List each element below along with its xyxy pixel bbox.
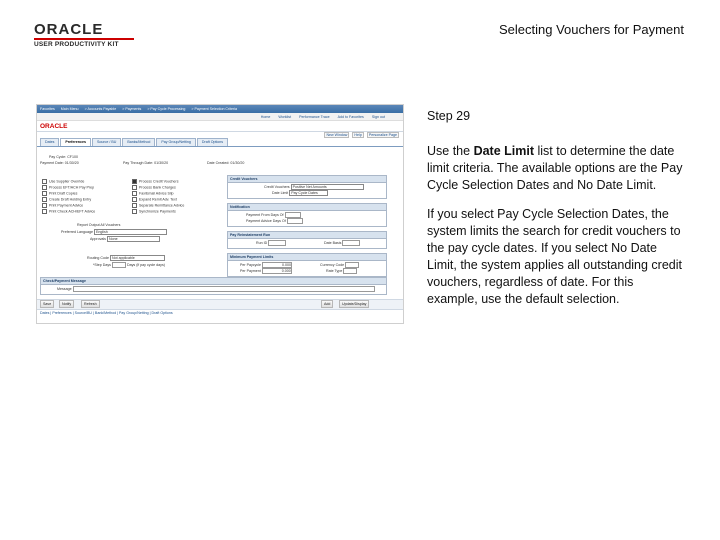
check-message-field[interactable] bbox=[73, 286, 375, 292]
option-label: Print Payment Advice bbox=[49, 203, 84, 208]
opt-left-5[interactable] bbox=[42, 209, 95, 214]
notif-days-label: Payment Advice Days Of bbox=[246, 218, 286, 223]
nav-item[interactable]: > Accounts Payable bbox=[84, 107, 117, 111]
step-label: *Step Days bbox=[93, 262, 111, 267]
document-title: Selecting Vouchers for Payment bbox=[499, 22, 684, 37]
new-window-link[interactable]: New Window bbox=[326, 133, 348, 137]
routing-select[interactable]: Not applicable bbox=[110, 255, 165, 261]
opt-mid-5[interactable] bbox=[132, 209, 176, 214]
check-message-header: Check/Payment Message bbox=[41, 278, 386, 285]
refresh-button[interactable]: Refresh bbox=[81, 300, 100, 308]
report-output-label: Report Output bbox=[77, 223, 100, 227]
option-label: Expand Remit Adv. Text bbox=[139, 197, 177, 202]
approval-row bbox=[90, 236, 160, 242]
step-note: (if pay cycle days) bbox=[136, 262, 165, 267]
pay-through-value: 01/30/20 bbox=[154, 161, 169, 165]
step-number: Step 29 bbox=[427, 109, 471, 123]
reissue-date-row bbox=[324, 240, 360, 246]
report-output-row bbox=[77, 223, 120, 227]
check-message-row bbox=[57, 286, 375, 292]
checkbox[interactable] bbox=[132, 191, 137, 196]
step-field[interactable] bbox=[112, 262, 126, 268]
tab-dates[interactable]: Dates bbox=[40, 138, 59, 146]
date-limit-row bbox=[272, 190, 328, 196]
credit-positive-select[interactable]: Positive Net Amounts bbox=[291, 184, 364, 190]
oracle-upk-logo bbox=[34, 22, 119, 49]
app-nav-bar bbox=[37, 105, 403, 113]
option-label: Print Draft Copies bbox=[49, 191, 78, 196]
date-limit-select[interactable]: Pay Cycle Dates bbox=[289, 190, 328, 196]
tab-banks-method[interactable]: Banks/Method bbox=[122, 138, 155, 146]
credit-positive-label: Credit Vouchers bbox=[264, 184, 290, 189]
option-label: Synchronize Payments bbox=[139, 209, 176, 214]
min-rate-row bbox=[326, 268, 357, 274]
notif-from-label: Payment From Days Of bbox=[246, 212, 284, 217]
pay-cycle-row bbox=[49, 155, 78, 159]
util-link[interactable]: Home bbox=[260, 114, 271, 119]
page-tabs bbox=[37, 138, 403, 147]
instruction-panel bbox=[427, 108, 683, 320]
checkbox[interactable] bbox=[42, 179, 47, 184]
min-per-label: Per Payment bbox=[240, 268, 261, 273]
approval-select[interactable]: None bbox=[107, 236, 160, 242]
option-label: Process EFT/ACH Pay Prep bbox=[49, 185, 95, 190]
instr-p1-before: Use the bbox=[427, 144, 474, 158]
checkbox[interactable] bbox=[42, 185, 47, 190]
nav-item[interactable]: Favorites bbox=[40, 107, 55, 111]
reissue-header: Pay Reinstatement Run bbox=[228, 232, 386, 239]
option-label: Create Draft Holding Entry bbox=[49, 197, 92, 202]
upk-product: USER PRODUCTIVITY KIT bbox=[34, 41, 119, 48]
instr-p1-after: list to determine the date limit criteria. The available options are the Pay Cycle Selection Dates and No Date Limit. bbox=[427, 144, 683, 192]
tab-draft-options[interactable]: Draft Options bbox=[197, 138, 228, 146]
option-label: Use Supplier Override bbox=[49, 179, 85, 184]
update-display-button[interactable]: Update/Display bbox=[339, 300, 369, 308]
notif-days-field[interactable] bbox=[287, 218, 303, 224]
checkbox[interactable] bbox=[42, 197, 47, 202]
notify-button[interactable]: Notify bbox=[59, 300, 74, 308]
min-pay-field[interactable]: 0.000 bbox=[262, 262, 292, 268]
notif-days-row bbox=[246, 218, 303, 224]
credit-vouchers-group bbox=[227, 175, 387, 199]
opt-mid-2[interactable] bbox=[132, 191, 174, 196]
util-link[interactable]: Sign out bbox=[371, 114, 385, 119]
checkbox[interactable] bbox=[132, 197, 137, 202]
pay-created-row bbox=[207, 161, 244, 165]
min-rate-label: Rate Type bbox=[326, 268, 343, 273]
min-rate-field[interactable] bbox=[343, 268, 357, 274]
application-screenshot bbox=[36, 104, 404, 324]
routing-label: Routing Code bbox=[87, 255, 109, 260]
check-message-label: Message bbox=[57, 286, 72, 291]
reissue-run-field[interactable] bbox=[268, 240, 286, 246]
option-label: Process Credit Vouchers bbox=[139, 179, 179, 184]
reissue-run-row bbox=[256, 240, 286, 246]
app-utility-bar bbox=[37, 113, 403, 121]
option-label: Separate Remittance Advice bbox=[139, 203, 185, 208]
opt-left-4[interactable] bbox=[42, 203, 83, 208]
notification-group bbox=[227, 203, 387, 227]
reissue-run-label: Run ID bbox=[256, 240, 268, 245]
util-link[interactable]: Worklist bbox=[278, 114, 292, 119]
checkbox[interactable] bbox=[132, 203, 137, 208]
pref-lang-label: Preferred Language bbox=[61, 229, 93, 234]
report-output-value: All Vouchers bbox=[100, 223, 121, 227]
min-currency-label: Currency Code bbox=[320, 262, 345, 267]
opt-left-3[interactable] bbox=[42, 197, 91, 202]
personalize-link[interactable]: Personalize Page bbox=[368, 133, 397, 137]
footer-links[interactable]: Dates | Preferences | Source/BU | Bank/Method | Pay Group/Netting | Draft Options bbox=[40, 311, 173, 315]
opt-mid-3[interactable] bbox=[132, 197, 177, 202]
opt-left-2[interactable] bbox=[42, 191, 77, 196]
util-link[interactable]: Performance Trace bbox=[299, 114, 330, 119]
help-link[interactable]: Help bbox=[354, 133, 362, 137]
pay-cycle-label: Pay Cycle: bbox=[49, 155, 67, 159]
opt-mid-0[interactable] bbox=[132, 179, 179, 184]
checkbox[interactable] bbox=[132, 185, 137, 190]
opt-mid-1[interactable] bbox=[132, 185, 176, 190]
tab-source-bu[interactable]: Source / BU bbox=[92, 138, 121, 146]
instruction-paragraph-2: If you select Pay Cycle Selection Dates, the system limits the search for credit vouchers to the pay cycle dates. If you select No Date Limit, the system applies all outstanding credit vouchers, regardless of date. For this example, use the default selection. bbox=[427, 207, 682, 306]
routing-row bbox=[87, 255, 165, 261]
nav-item[interactable]: > Pay Cycle Processing bbox=[147, 107, 186, 111]
nav-item[interactable]: > Payments bbox=[122, 107, 142, 111]
reissue-date-label: Date Basis bbox=[324, 240, 342, 245]
opt-left-0[interactable] bbox=[42, 179, 84, 184]
save-button[interactable]: Save bbox=[40, 300, 54, 308]
nav-item[interactable]: Main Menu bbox=[60, 107, 79, 111]
nav-item[interactable]: > Payment Selection Criteria bbox=[191, 107, 238, 111]
pref-lang-select[interactable]: English bbox=[94, 229, 167, 235]
tab-pay-group[interactable]: Pay Group/Netting bbox=[156, 138, 196, 146]
oracle-brand: ORACLE bbox=[34, 21, 104, 38]
option-label: Print Check ACH/EFT Advice bbox=[49, 209, 96, 214]
tab-preferences[interactable]: Preferences bbox=[60, 138, 91, 146]
min-per-field[interactable]: 0.000 bbox=[262, 268, 292, 274]
min-pay-label: Per Paycycle bbox=[240, 262, 261, 267]
checkbox[interactable] bbox=[132, 209, 137, 214]
checkbox-checked[interactable] bbox=[132, 179, 137, 184]
pay-created-label: Date Created: bbox=[207, 161, 230, 165]
instruction-paragraph-1 bbox=[427, 143, 683, 194]
min-per-row bbox=[240, 268, 292, 274]
pay-cycle-value: CF100 bbox=[67, 155, 78, 159]
checkbox[interactable] bbox=[42, 203, 47, 208]
opt-mid-4[interactable] bbox=[132, 203, 184, 208]
option-label: Process Bank Charges bbox=[139, 185, 176, 190]
pay-created-value: 01/30/20 bbox=[230, 161, 245, 165]
reissue-date-field[interactable] bbox=[342, 240, 360, 246]
add-button[interactable]: Add bbox=[321, 300, 333, 308]
checkbox[interactable] bbox=[42, 191, 47, 196]
notification-header: Notification bbox=[228, 204, 386, 211]
pay-from-value: 01/30/20 bbox=[64, 161, 79, 165]
credit-vouchers-header: Credit Vouchers bbox=[228, 176, 386, 183]
date-limit-term: Date Limit bbox=[473, 144, 534, 158]
pref-lang-row bbox=[61, 229, 167, 235]
date-limit-label: Date Limit bbox=[272, 190, 289, 195]
approval-label: Approvals bbox=[90, 236, 106, 241]
min-payment-group bbox=[227, 253, 387, 277]
util-link[interactable]: Add to Favorites bbox=[337, 114, 364, 119]
check-message-group bbox=[40, 277, 387, 295]
option-label: Fax/Email Advice Slip bbox=[139, 191, 174, 196]
checkbox[interactable] bbox=[42, 209, 47, 214]
app-brand: ORACLE bbox=[37, 121, 403, 132]
pay-from-label: Payment Date: bbox=[40, 161, 64, 165]
reissue-group bbox=[227, 231, 387, 249]
pay-through-row bbox=[123, 161, 168, 165]
min-payment-header: Minimum Payment Limits bbox=[228, 254, 386, 261]
step-value: Days bbox=[126, 262, 136, 267]
pay-date-row bbox=[40, 161, 79, 165]
logo-rule bbox=[34, 38, 134, 40]
step-row bbox=[93, 262, 165, 268]
opt-left-1[interactable] bbox=[42, 185, 94, 190]
pay-through-label: Pay Through Date: bbox=[123, 161, 154, 165]
